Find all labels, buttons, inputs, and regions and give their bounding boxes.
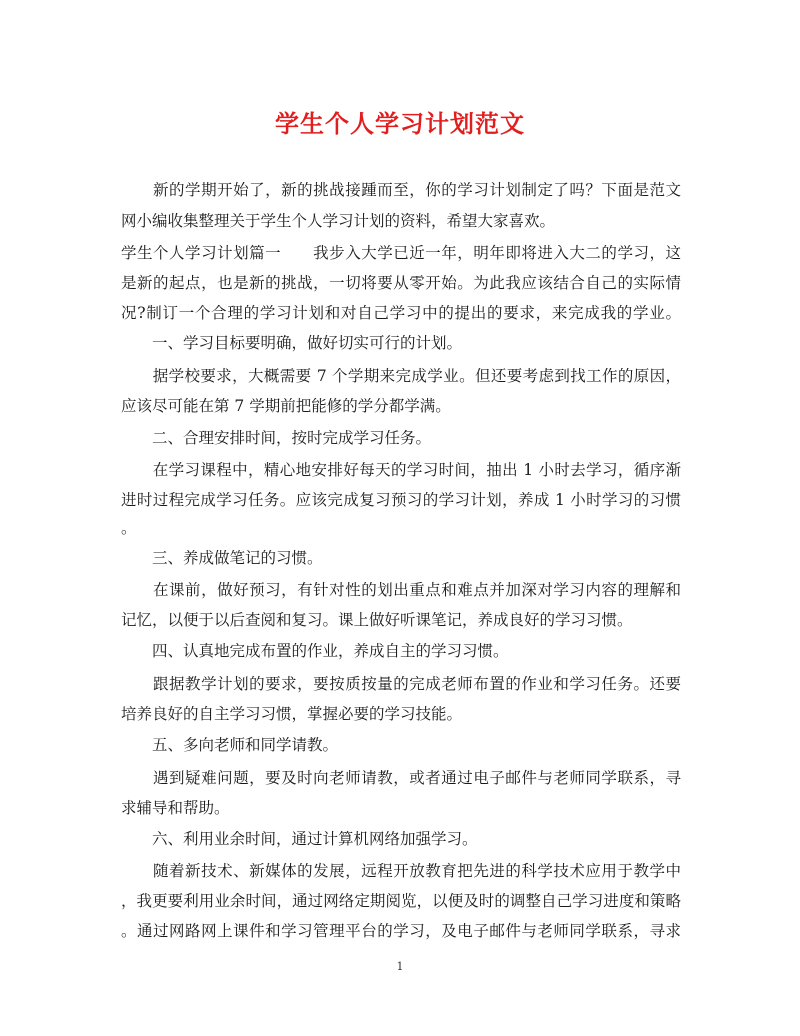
text-line: 遇到疑难问题，要及时向老师请教，或者通过电子邮件与老师同学联系，寻 (121, 769, 681, 787)
text-line: 培养良好的自主学习习惯，掌握必要的学习技能。 (121, 705, 463, 723)
page-number: 1 (396, 960, 404, 973)
text-line: 是新的起点，也是新的挑战，一切将要从零开始。为此我应该结合自己的实际情 (121, 274, 681, 292)
section-heading: 六、利用业余时间，通过计算机网络加强学习。 (121, 830, 478, 848)
text-line: 跟据教学计划的要求，要按质按量的完成老师布置的作业和学习任务。还要 (121, 675, 681, 693)
text-line: 记忆，以便于以后查阅和复习。课上做好听课笔记，养成良好的学习习惯。 (121, 611, 633, 629)
text-line: 。 (121, 519, 137, 537)
text-line: 随着新技术、新媒体的发展，远程开放教育把先进的科学技术应用于教学中 (121, 862, 681, 880)
text-line: ，我更要利用业余时间，通过网络定期阅览，以便及时的调整自己学习进度和策略 (121, 892, 681, 910)
text-line: 网小编收集整理关于学生个人学习计划的资料，希望大家喜欢。 (121, 212, 556, 230)
section-heading: 四、认真地完成布置的作业，养成自主的学习习惯。 (121, 642, 509, 660)
text-line: 据学校要求，大概需要 7 个学期来完成学业。但还要考虑到找工作的原因， (121, 367, 681, 385)
section-heading: 五、多向老师和同学请教。 (121, 736, 339, 754)
text-line: 学生个人学习计划篇一 我步入大学已近一年，明年即将进入大二的学习，这 (121, 244, 681, 262)
text-line: 。通过网路网上课件和学习管理平台的学习，及电子邮件与老师同学联系，寻求 (121, 922, 681, 940)
text-line: 求辅导和帮助。 (121, 799, 230, 817)
text-line: 进时过程完成学习任务。应该完成复习预习的学习计划，养成 1 小时学习的习惯 (121, 491, 681, 509)
section-heading: 二、合理安排时间，按时完成学习任务。 (121, 429, 432, 447)
text-line: 新的学期开始了，新的挑战接踵而至，你的学习计划制定了吗？下面是范文 (121, 181, 681, 199)
text-line: 在学习课程中，精心地安排好每天的学习时间，抽出 1 小时去学习，循序渐 (121, 461, 681, 479)
text-line: 应该尽可能在第 7 学期前把能修的学分都学满。 (121, 397, 451, 415)
section-heading: 三、养成做笔记的习惯。 (121, 549, 323, 567)
section-heading: 一、学习目标要明确，做好切实可行的计划。 (121, 334, 463, 352)
text-line: 在课前，做好预习，有针对性的划出重点和难点并加深对学习内容的理解和 (121, 581, 681, 599)
page-title: 学生个人学习计划范文 (275, 110, 525, 138)
text-line: 况?制订一个合理的学习计划和对自己学习中的提出的要求，来完成我的学业。 (121, 304, 681, 322)
